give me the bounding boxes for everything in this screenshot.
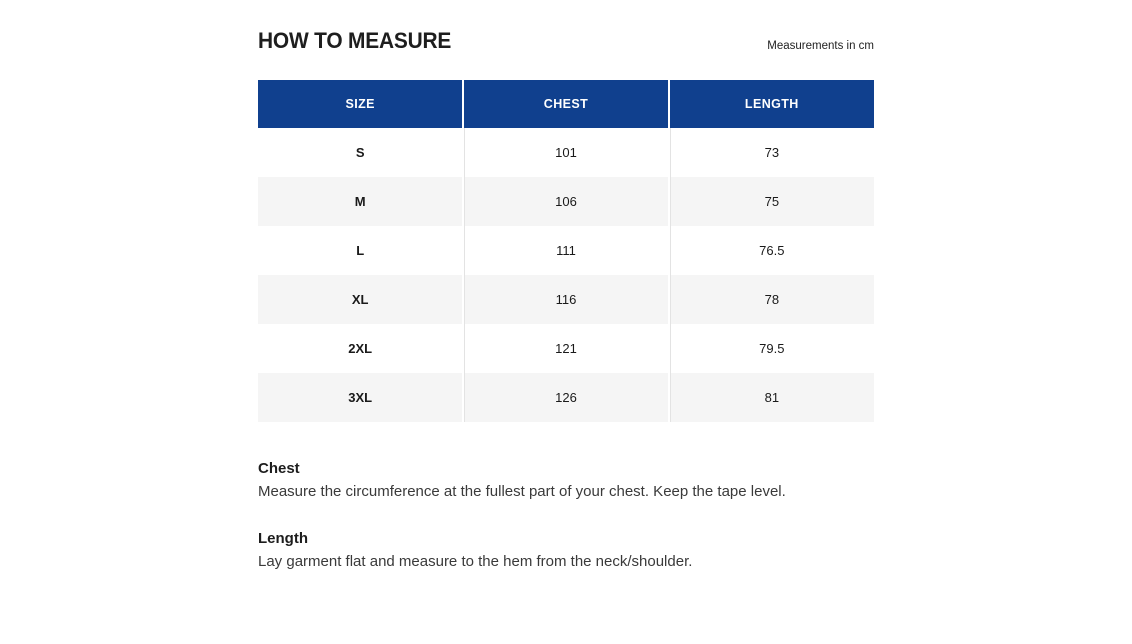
column-header-length: LENGTH bbox=[669, 80, 874, 128]
length-cell: 81 bbox=[669, 373, 874, 422]
header-row bbox=[258, 80, 874, 128]
chest-instruction-text: Measure the circumference at the fullest part of your chest. Keep the tape level. bbox=[258, 483, 786, 500]
chest-cell: 116 bbox=[463, 275, 668, 324]
length-cell: 75 bbox=[669, 177, 874, 226]
page-title: HOW TO MEASURE bbox=[258, 28, 452, 53]
size-cell: 3XL bbox=[258, 373, 463, 422]
table-row bbox=[258, 373, 874, 422]
length-cell: 79.5 bbox=[669, 324, 874, 373]
table-row bbox=[258, 226, 874, 275]
chest-instruction bbox=[258, 460, 874, 500]
table-row bbox=[258, 128, 874, 177]
size-guide-section bbox=[258, 28, 874, 570]
table-row bbox=[258, 324, 874, 373]
length-instruction-text: Lay garment flat and measure to the hem from the neck/shoulder. bbox=[258, 553, 693, 570]
chest-cell: 126 bbox=[463, 373, 668, 422]
chest-cell: 106 bbox=[463, 177, 668, 226]
table-row bbox=[258, 177, 874, 226]
length-cell: 73 bbox=[669, 128, 874, 177]
units-note: Measurements in cm bbox=[767, 40, 874, 52]
table-row bbox=[258, 275, 874, 324]
measuring-instructions bbox=[258, 460, 874, 570]
column-header-size: SIZE bbox=[258, 80, 463, 128]
size-chart-header bbox=[258, 80, 874, 128]
length-cell: 78 bbox=[669, 275, 874, 324]
column-header-chest: CHEST bbox=[463, 80, 668, 128]
size-cell: S bbox=[355, 145, 365, 160]
size-chart-table bbox=[258, 80, 874, 422]
chest-instruction-heading: Chest bbox=[258, 460, 300, 477]
chest-cell: 121 bbox=[463, 324, 668, 373]
section-header bbox=[258, 28, 874, 54]
chest-cell: 111 bbox=[463, 226, 668, 275]
size-cell: XL bbox=[258, 275, 463, 324]
size-cell: 2XL bbox=[348, 341, 373, 356]
chest-cell: 101 bbox=[463, 128, 668, 177]
size-cell: M bbox=[258, 177, 463, 226]
length-cell: 76.5 bbox=[669, 226, 874, 275]
length-instruction bbox=[258, 530, 874, 570]
length-instruction-heading: Length bbox=[258, 530, 308, 547]
size-cell: L bbox=[356, 243, 365, 258]
size-chart-body bbox=[258, 128, 874, 422]
